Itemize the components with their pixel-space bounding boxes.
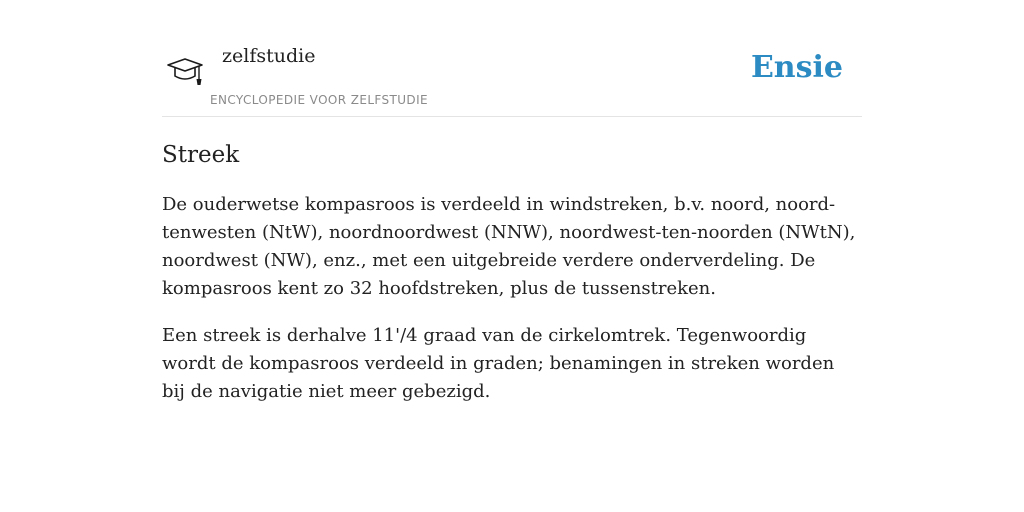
graduation-cap-icon <box>166 54 206 90</box>
site-name-link[interactable]: zelfstudie <box>222 45 316 67</box>
site-tagline: ENCYCLOPEDIE VOOR ZELFSTUDIE <box>210 93 428 107</box>
article <box>162 117 862 406</box>
article-paragraph: Een streek is derhalve 11'/4 graad van de cirkelomtrek. Tegenwoordig wordt de kompasroos verdeeld in graden; benamingen in streken worden bij de navigatie niet meer gebezigd. <box>162 325 835 402</box>
site-header <box>162 0 862 117</box>
article-paragraph: De ouderwetse kompasroos is verdeeld in windstreken, b.v. noord, noord-tenwesten (NtW), noordnoordwest (NNW), noordwest-ten-noorden (NWtN), noordwest (NW), enz., met een uitgebreide verdere onderverdeling. De kompasroos kent zo 32 hoofdstreken, plus de tussenstreken. <box>162 194 856 299</box>
brand-logo-link[interactable]: Ensie <box>750 50 843 85</box>
article-title: Streek <box>162 142 240 168</box>
page <box>162 0 862 406</box>
